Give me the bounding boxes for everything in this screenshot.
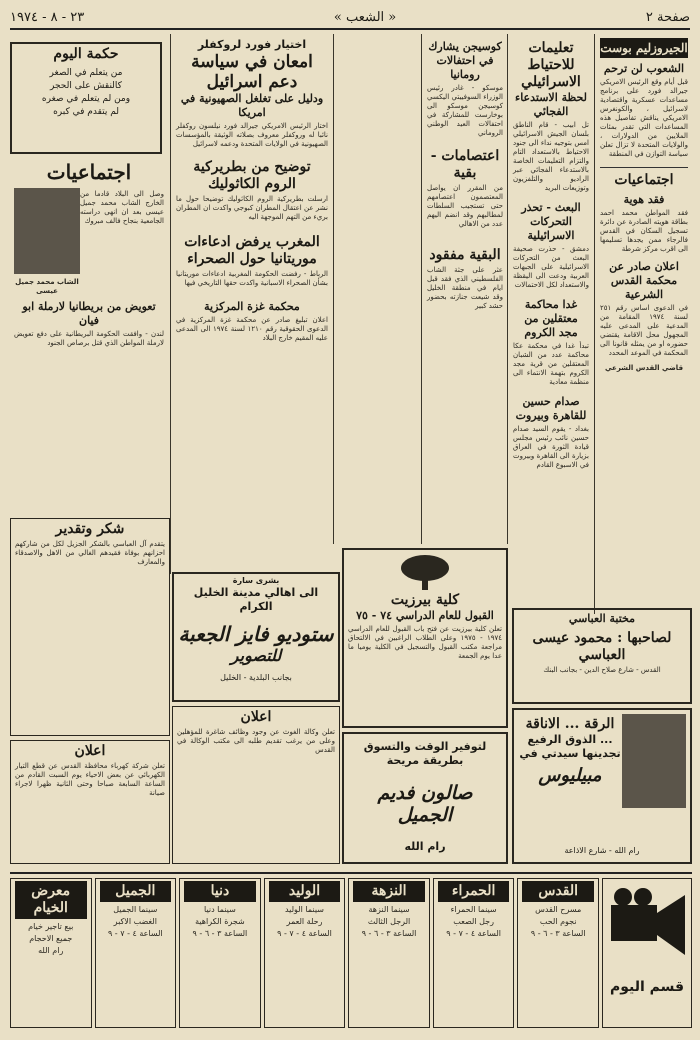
salon-name: صالون فديم الجميل	[377, 782, 473, 826]
page-number: صفحة ٢	[645, 9, 690, 25]
headline-gaza-court: محكمة غزة المركزية	[204, 300, 300, 313]
headline-baath: البعث - تحذر التحركات الاسرائيلية	[521, 201, 581, 242]
lost-id-heading: فقد هوية	[623, 193, 665, 206]
cinema-line: رام الله	[38, 946, 64, 955]
cinema-line: رحلة العمر	[286, 917, 323, 926]
wisdom-line: لم يتقدم في كبره	[53, 107, 119, 117]
abbasi-title: مختبة العباسي	[568, 612, 636, 625]
studio-sub: الى اهالي مدينة الخليل الكرام	[193, 586, 319, 613]
kicker-ford: اختيار فورد لروكفلر	[197, 38, 307, 51]
social-body: وصل الى البلاد قادما من الخارج الشاب محمد جميل عيسى بعد ان انهى دراسته الجامعية بنجاح فالف مبروك	[80, 190, 164, 225]
column-three	[423, 34, 507, 544]
cinema-box	[264, 878, 346, 1028]
lost-id-body: فقد المواطن محمد احمد بطاقة هويته الصادرة عن دائرة تسجيل السكان في القدس فالرجاء ممن يجدها تسليمها الى اقرب مركز شرطة	[600, 209, 688, 253]
cinema-line: جميع الاحجام	[29, 934, 73, 943]
studio-top: بشرى سارة	[232, 576, 280, 585]
body-morocco: الرباط - رفضت الحكومة المغربية ادعاءات موريتانيا بشأن الصحراء الاسبانية واكدت حقها التاريخي فيها	[176, 270, 328, 287]
cinema-line: سينما الوليد	[284, 905, 324, 914]
headline-compensation: تعويض من بريطانيا لارملة ابو فيان	[22, 300, 156, 327]
cinema-box	[517, 878, 599, 1028]
salon-ad	[342, 732, 508, 864]
body-trial: تبدأ غدا في محكمة عكا محاكمة عدد من الشبان المعتقلين من قرية مجد الكروم بتهمة الانتماء الى منظمة معادية	[513, 342, 589, 386]
fashion-line-1: الرقة ... الاناقة	[525, 716, 615, 732]
body-missing: عثر على جثة الشاب الفلسطيني الذي فقد قبل ايام في منطقة الخليل وقد شيعت جنازته بحضور حشد كبير	[427, 266, 503, 310]
headline-trial: غدا محاكمة معتقلين من مجد الكروم	[524, 298, 578, 339]
cinema-name: القدس	[522, 881, 594, 902]
fashion-brand: مبيليوس	[538, 765, 602, 786]
cinema-line: سينما الجميل	[113, 905, 158, 914]
cinema-name: دنيا	[184, 881, 256, 902]
salon-city: رام الله	[404, 840, 446, 853]
cinema-line: الرجل الثالث	[367, 917, 411, 926]
photo-caption: الشاب محمد جميل عيسى	[15, 278, 79, 295]
subheadline-reserves: لحظة الاستدعاء الفجائي	[515, 91, 587, 118]
headline-patriarchate: توضيح من بطريركية الروم الكاثوليك	[193, 159, 311, 192]
column-four	[172, 34, 332, 544]
cinema-line: الساعة ٤ - ٧ - ٩	[107, 929, 163, 938]
cinema-listings	[10, 878, 692, 1028]
cinema-line: الغضب الاكبر	[113, 917, 157, 926]
projector-icon	[607, 885, 687, 975]
cinema-line: رجل الصعب	[453, 917, 494, 926]
cinema-name: الحمراء	[438, 881, 510, 902]
headline-morocco: المغرب يرفض ادعاءات موريتانيا حول الصحراء	[184, 234, 320, 267]
cinema-logo-title: قسم اليوم	[609, 979, 685, 995]
cinema-box	[10, 878, 92, 1028]
birzeit-subtitle: القبول للعام الدراسي ٧٤ - ٧٥	[356, 609, 494, 622]
abbasi-ad	[512, 608, 692, 704]
unrwa-heading: اعلان	[240, 709, 272, 725]
fashion-ad	[512, 708, 692, 864]
cinema-name: النزهة	[353, 881, 425, 902]
abbasi-address: القدس - شارع صلاح الدين - بجانب البنك	[543, 666, 661, 674]
wisdom-line: من يتعلم في الصغر	[49, 68, 123, 78]
wisdom-title: حكمة اليوم	[53, 46, 119, 62]
tree-icon	[399, 554, 451, 592]
body-reserves: تل ابيب - قام الناطق بلسان الجيش الاسرائيلي امس بتوجيه نداء الى جنود الاحتياط بالاستعداد التام والتزام التعليمات الخاصة بالاستدعاء الفجائي عبر الراديو والتلفزيون وتوزيعات البريد	[513, 121, 589, 192]
cinema-line: بيع تاجير خيام	[28, 922, 74, 931]
body-ford: اختار الرئيس الامريكي جيرالد فورد نيلسون روكفلر نائبا له وروكفلر معروف بصلاته الوثيقة بالمؤسسات الصهيونية في الولايات المتحدة ودعمه لاسرائيل	[176, 122, 328, 148]
cinema-line: سينما دنيا	[204, 905, 236, 914]
cinema-line: سينما الحمراء	[450, 905, 497, 914]
article-body: قبل أيام وقع الرئيس الامريكي جيرالد فورد على برنامج مساعدات عسكرية واقتصادية لاسرائيل ، والكونغرس الامريكي يناقش تفاصيل هذه المساعدات التي تقدر بمئات الملايين من الدولارات ، والولايات المتحدة لا تزال تعلن سياسة التوازن في المنطقة	[600, 78, 688, 158]
social-heading-left: اجتماعيات	[46, 160, 132, 184]
cinema-line: مسرح القدس	[535, 905, 582, 914]
cinema-line: الساعة ٣ - ٦ - ٩	[192, 929, 248, 938]
cinema-name: الوليد	[269, 881, 341, 902]
issue-date: ٢٣ - ٨ - ١٩٧٤	[10, 9, 85, 25]
cinema-logo-ad	[602, 878, 692, 1028]
body-baath: دمشق - حذرت صحيفة البعث من التحركات الاسرائيلية على الجبهات العربية ودعت الى اليقظة والاستعداد لكل الاحتمالات	[513, 245, 589, 289]
court-notice-body: في الدعوى اساس رقم ٢٥١ لسنة ١٩٧٤ المقامة من المدعية على المدعى عليه المجهول محل الاقامة يقتضي حضوره او من يمثله قانونا الى المحكمة في الموعد المحدد	[600, 304, 688, 357]
column-two	[509, 34, 593, 544]
cinema-line: سينما النزهة	[368, 905, 410, 914]
jerusalem-post-title: الجيروزليم بوست	[600, 38, 688, 58]
cinema-box	[433, 878, 515, 1028]
cinema-line: الساعة ٤ - ٧ - ٩	[277, 929, 332, 938]
fashion-foot: رام الله - شارع الاذاعة	[564, 846, 640, 855]
headline-sitins: اعتصامات - بقية	[430, 148, 500, 181]
fashion-line-3: تجدينها سيدتي في	[519, 747, 621, 760]
cinema-line: الساعة ٣ - ٦ - ٩	[530, 929, 586, 938]
article-headline: الشعوب لن ترحم	[603, 62, 685, 75]
abbasi-owner: لصاحبها : محمود عيسى العباسي	[532, 630, 672, 663]
studio-tag: للتصوير	[230, 646, 282, 665]
body-kosygin: موسكو - غادر رئيس الوزراء السوفييتي اليكسي كوسيجن موسكو الى بوخارست للمشاركة في احتفالات العيد الوطني الروماني	[427, 84, 503, 137]
body-gaza-court: اعلان تبليغ صادر عن محكمة غزة المركزية في الدعوى الحقوقية رقم ١٢١٠ لسنة ١٩٧٤ الى المدعى عليه المقيم خارج البلاد	[176, 316, 328, 342]
fashion-line-2: ... الذوق الرفيع	[527, 733, 613, 746]
page-header	[10, 6, 690, 30]
wisdom-line: كالنقش على الحجر	[50, 81, 122, 91]
electricity-body: تعلن شركة كهرباء محافظة القدس عن قطع التيار الكهربائي عن بعض الاحياء يوم السبت القادم من الساعة السابعة صباحا وحتى الثانية ظهرا لاجراء صيانة	[15, 762, 165, 797]
cinema-line: الساعة ٣ - ٦ - ٩	[361, 929, 417, 938]
birzeit-body: تعلن كلية بيرزيت عن فتح باب القبول للعام الدراسي ١٩٧٤ - ١٩٧٥ وعلى الطلاب الراغبين في الالتحاق مراجعة مكتب القبول والتسجيل في الكلية يوميا ما عدا يوم الجمعة	[348, 625, 502, 660]
studio-name: ستوديو فايز الجعبة	[178, 622, 334, 646]
cinema-name: الجميل	[100, 881, 172, 902]
headline-kosygin: كوسيجن يشارك في احتفالات رومانيا	[428, 40, 502, 81]
paper-name: « الشعب »	[333, 9, 397, 25]
studio-foot: بجانب البلدية - الخليل	[220, 673, 292, 682]
left-column	[10, 160, 168, 510]
cinema-box	[179, 878, 261, 1028]
thanks-notice	[10, 518, 170, 736]
cinema-line: الساعة ٤ - ٧ - ٩	[446, 929, 501, 938]
electricity-heading: اعلان	[74, 743, 106, 759]
electricity-notice	[10, 740, 170, 864]
judge-signature: قاضي القدس الشرعي	[604, 364, 684, 372]
fashion-photo	[622, 714, 686, 808]
wisdom-line: ومن لم يتعلم في صغره	[41, 94, 131, 104]
body-sitins: من المقرر ان يواصل المعتصمون اعتصامهم حتى تستجيب السلطات لمطالبهم وقد انضم اليهم عدد من الاهالي	[427, 184, 503, 228]
unrwa-body: تعلن وكالة الغوث عن وجود وظائف شاغرة للمؤهلين وعلى من يرغب تقديم طلبه الى مكتب الوكالة في القدس	[177, 728, 335, 754]
body-patriarchate: ارسلت بطريركية الروم الكاثوليك توضيحا حول ما نشر عن اعتقال المطران كبوجي واكدت ان المطران بريء من التهم الموجهة اليه	[176, 195, 328, 221]
cinema-box	[348, 878, 430, 1028]
right-column	[596, 34, 692, 614]
headline-saddam: صدام حسين للقاهرة وبيروت	[515, 395, 587, 422]
thanks-body: يتقدم آل العباسي بالشكر الجزيل لكل من شاركهم احزانهم بوفاة فقيدهم الغالي من الاهل والاصدقاء والمعارف	[15, 540, 165, 566]
cinema-line: شجرة الكراهية	[195, 917, 245, 926]
portrait-photo	[14, 188, 80, 274]
headline-reserves: تعليمات للاحتياط الاسرائيلي	[521, 40, 581, 90]
thanks-heading: شكر وتقدير	[55, 521, 125, 537]
body-compensation: لندن - وافقت الحكومة البريطانية على دفع تعويض لارملة المواطن الذي قتل برصاص الجنود	[14, 330, 164, 347]
subheadline-ford: ودليل على تغلغل الصهيونية في امريكا	[180, 92, 324, 119]
cinema-line: نجوم الحب	[539, 917, 577, 926]
headline-missing: البقية مفقود	[429, 247, 501, 263]
salon-tagline: لتوفير الوقت والتسوق بطريقة مريحة	[363, 740, 487, 767]
wisdom-box	[10, 42, 162, 154]
body-saddam: بغداد - يقوم السيد صدام حسين نائب رئيس مجلس قيادة الثورة في العراق بزيارة الى القاهرة وبيروت في الاسبوع القادم	[513, 425, 589, 469]
cinema-name: معرض الخيام	[15, 881, 87, 919]
unrwa-ad	[172, 706, 340, 864]
birzeit-title: كلية بيرزيت	[390, 592, 460, 608]
birzeit-ad	[342, 548, 508, 728]
headline-ford: امعان في سياسة دعم اسرائيل	[191, 52, 313, 92]
cinema-box	[95, 878, 177, 1028]
court-notice-heading: اعلان صادر عن محكمة القدس الشرعية	[609, 260, 679, 301]
social-heading: اجتماعيات	[600, 167, 688, 189]
studio-ad	[172, 572, 340, 702]
